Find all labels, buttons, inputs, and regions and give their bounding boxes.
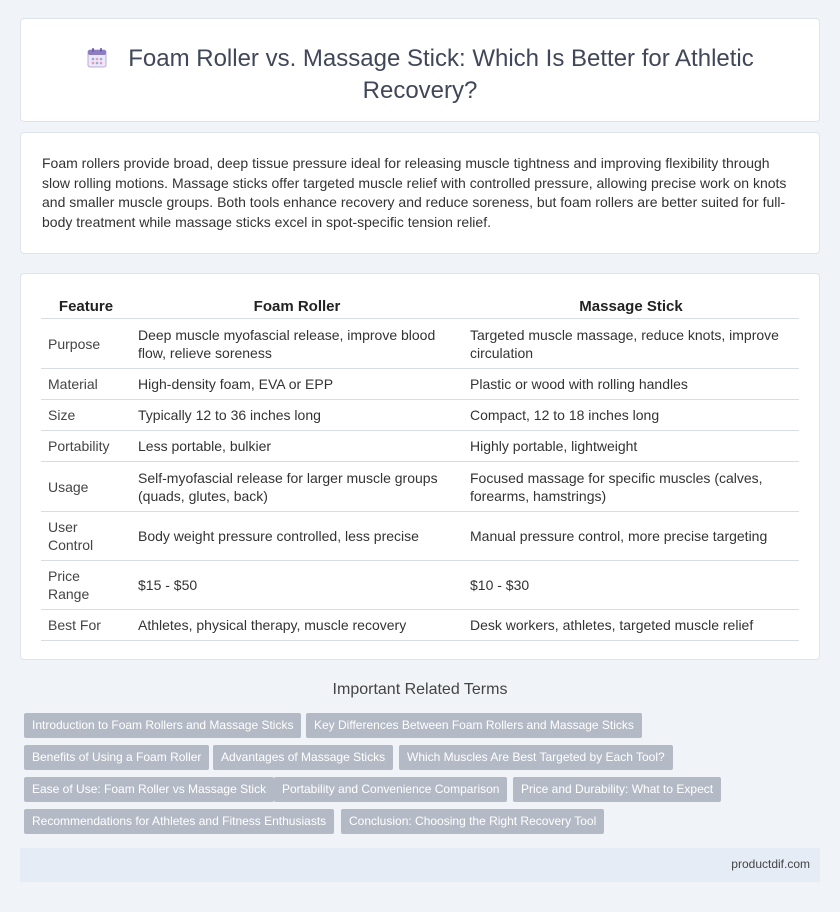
table-row	[41, 369, 799, 400]
tag-link[interactable]: Key Differences Between Foam Rollers and Massage Sticks	[306, 713, 642, 738]
cell-massage-stick: Manual pressure control, more precise targeting	[463, 512, 799, 561]
header-feature: Feature	[41, 297, 131, 319]
cell-feature: Usage	[41, 462, 131, 512]
cell-feature: Purpose	[41, 319, 131, 369]
header-massage-stick: Massage Stick	[463, 297, 799, 319]
table-row	[41, 400, 799, 431]
intro-paragraph: Foam rollers provide broad, deep tissue pressure ideal for releasing muscle tightness and improving flexibility through slow rolling motions. Massage sticks offer targeted muscle relief with controlled pressure, allowing precise work on knots and smaller muscle groups. Both tools enhance recovery and reduce soreness, but foam rollers are better suited for full-body treatment while massage sticks excel in spot-specific tension relief.	[42, 155, 787, 230]
cell-foam-roller: Athletes, physical therapy, muscle recovery	[131, 610, 463, 641]
cell-feature: Material	[41, 369, 131, 400]
intro-card	[20, 132, 820, 254]
tag-link[interactable]: Portability and Convenience Comparison	[274, 777, 507, 802]
cell-massage-stick: Desk workers, athletes, targeted muscle relief	[463, 610, 799, 641]
footer	[20, 848, 820, 882]
cell-foam-roller: Less portable, bulkier	[131, 431, 463, 462]
tag-link[interactable]: Ease of Use: Foam Roller vs Massage Stick	[24, 777, 274, 802]
comparison-card	[20, 273, 820, 660]
tag-link[interactable]: Which Muscles Are Best Targeted by Each Tool?	[399, 745, 673, 770]
page-title: Foam Roller vs. Massage Stick: Which Is Better for Athletic Recovery?	[128, 45, 754, 104]
cell-foam-roller: Body weight pressure controlled, less precise	[131, 512, 463, 561]
tag-link[interactable]: Introduction to Foam Rollers and Massage Sticks	[24, 713, 301, 738]
tag-link[interactable]: Recommendations for Athletes and Fitness Enthusiasts	[24, 809, 334, 834]
cell-massage-stick: Compact, 12 to 18 inches long	[463, 400, 799, 431]
cell-massage-stick: $10 - $30	[463, 561, 799, 610]
table-row	[41, 512, 799, 561]
table-row	[41, 319, 799, 369]
table-row	[41, 561, 799, 610]
header-foam-roller: Foam Roller	[131, 297, 463, 319]
comparison-table	[41, 297, 799, 641]
table-header-row	[41, 297, 799, 319]
table-row	[41, 431, 799, 462]
tag-link[interactable]: Conclusion: Choosing the Right Recovery Tool	[341, 809, 604, 834]
table-row	[41, 462, 799, 512]
footer-site-name: productdif.com	[731, 857, 810, 871]
page-title-wrap	[21, 43, 819, 107]
cell-feature: Size	[41, 400, 131, 431]
cell-feature: Price Range	[41, 561, 131, 610]
cell-feature: User Control	[41, 512, 131, 561]
tag-link[interactable]: Price and Durability: What to Expect	[513, 777, 721, 802]
cell-foam-roller: Self-myofascial release for larger muscle groups (quads, glutes, back)	[131, 462, 463, 512]
table-row	[41, 610, 799, 641]
title-card	[20, 18, 820, 122]
cell-feature: Best For	[41, 610, 131, 641]
calendar-icon	[86, 46, 108, 68]
cell-massage-stick: Plastic or wood with rolling handles	[463, 369, 799, 400]
tag-link[interactable]: Advantages of Massage Sticks	[213, 745, 393, 770]
tag-link[interactable]: Benefits of Using a Foam Roller	[24, 745, 209, 770]
cell-foam-roller: $15 - $50	[131, 561, 463, 610]
cell-massage-stick: Focused massage for specific muscles (calves, forearms, hamstrings)	[463, 462, 799, 512]
cell-massage-stick: Targeted muscle massage, reduce knots, improve circulation	[463, 319, 799, 369]
cell-feature: Portability	[41, 431, 131, 462]
cell-foam-roller: Typically 12 to 36 inches long	[131, 400, 463, 431]
related-terms-title: Important Related Terms	[332, 681, 508, 698]
cell-foam-roller: High-density foam, EVA or EPP	[131, 369, 463, 400]
cell-foam-roller: Deep muscle myofascial release, improve blood flow, relieve soreness	[131, 319, 463, 369]
cell-massage-stick: Highly portable, lightweight	[463, 431, 799, 462]
